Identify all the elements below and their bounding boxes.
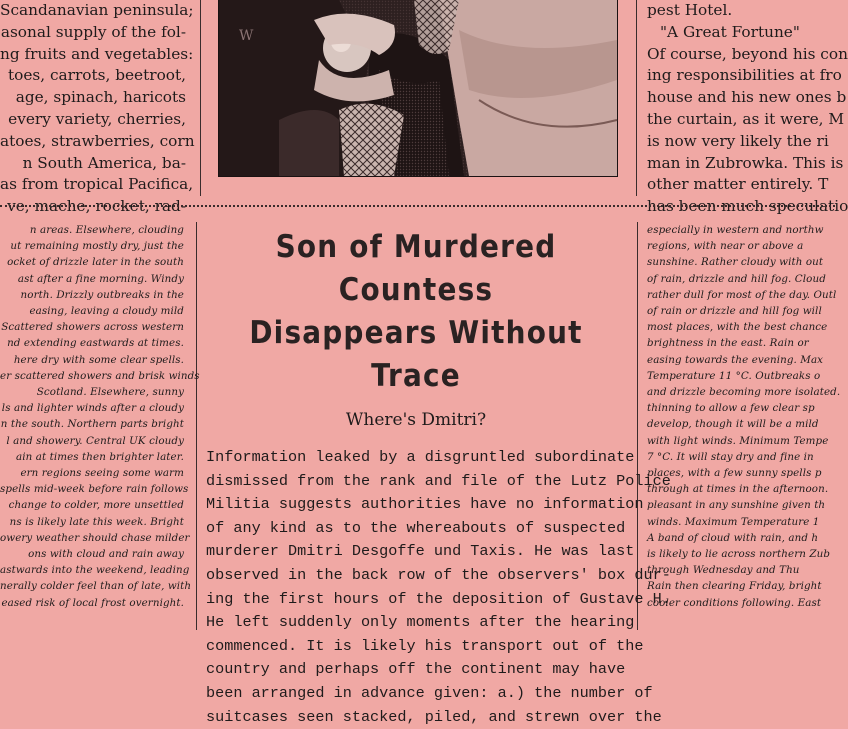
text-line: brightness in the east. Rain or (647, 337, 809, 350)
text-line: astwards into the weekend, leading (0, 564, 190, 577)
text-line: house and his new ones b (647, 88, 847, 107)
text-line: n areas. Elsewhere, clouding (29, 224, 184, 236)
text-line: easing towards the evening. Max (647, 353, 824, 366)
text-line: commenced. It is likely his transport out of the (206, 636, 644, 655)
text-line: toes, carrots, beetroot, (7, 66, 186, 85)
text-line: winds. Maximum Temperature 1 (647, 515, 820, 528)
text-line: as from tropical Pacifica, (0, 175, 194, 194)
text-line: been arranged in advance given: a.) the number of (206, 683, 653, 702)
text-line: ain at times then brighter later. (16, 450, 184, 463)
svg-text:W: W (239, 28, 254, 44)
text-line: er scattered showers and brisk winds (0, 369, 200, 382)
text-line: ons with cloud and rain away (28, 548, 184, 561)
text-line: Information leaked by a disgruntled subordinate (206, 448, 635, 466)
text-line: of any kind as to the whereabouts of suspected (206, 518, 626, 537)
weather-column-left (0, 222, 200, 630)
text-line: of rain, drizzle and hill fog. Cloud (647, 272, 826, 285)
text-line: places, with a few sunny spells p (647, 467, 822, 480)
text-line: nd extending eastwards at times. (7, 337, 184, 350)
text-line: pleasant in any sunshine given th (647, 499, 826, 512)
text-line: ing the first hours of the deposition of Gustave H. (206, 589, 671, 608)
article-body (200, 446, 671, 729)
text-line: spells mid-week before rain follows (0, 483, 189, 496)
text-line: develop, though it will be a mild (647, 418, 819, 431)
text-line: ocket of drizzle later in the south (7, 256, 184, 269)
text-line: owery weather should chase milder (0, 531, 190, 544)
text-line: n South America, ba- (22, 153, 186, 172)
text-line: especially in western and northw (647, 224, 824, 236)
text-line: most places, with the best chance (647, 321, 828, 334)
text-line: ns is likely late this week. Bright (9, 515, 184, 528)
section-divider (0, 205, 835, 207)
text-line: is now very likely the ri (647, 131, 829, 150)
text-line: Scotland. Elsewhere, sunny (36, 386, 184, 399)
text-line: Scandanavian peninsula; (0, 1, 194, 19)
headline (200, 226, 632, 398)
weather-column-right (645, 222, 841, 630)
text-line: suitcases seen stacked, piled, and strewn over the (206, 707, 662, 726)
text-line: eased risk of local frost overnight. (1, 596, 184, 609)
text-line: has been much speculatio (647, 197, 848, 216)
text-line: atoes, strawberries, corn (0, 131, 195, 150)
text-line: Scattered showers across western (1, 321, 184, 334)
text-line: He left suddenly only moments after the hearing (206, 613, 635, 632)
text-line: murderer Dmitri Desgoffe und Taxis. He was last (206, 542, 635, 561)
text-line: regions, with near or above a (647, 240, 804, 253)
text-line: n the south. Northern parts bright (0, 418, 184, 431)
text-line: asonal supply of the fol- (0, 22, 186, 41)
text-line: of rain or drizzle and hill fog will (647, 305, 822, 318)
text-line: nerally colder feel than of late, with (0, 580, 192, 593)
text-line: Militia suggests authorities have no information (206, 495, 644, 514)
text-line: Of course, beyond his con (647, 44, 848, 63)
text-line: l and showery. Central UK cloudy (6, 434, 184, 447)
text-line: ng fruits and vegetables: (0, 44, 194, 63)
column-rule (636, 0, 637, 196)
text-line: country and perhaps off the continent may have (206, 660, 626, 679)
top-left-column (0, 0, 195, 216)
text-line: ast after a fine morning. Windy (17, 272, 184, 285)
text-line: thinning to allow a few clear sp (647, 402, 815, 415)
text-line: Rain then clearing Friday, bright (647, 580, 822, 593)
subheadline: Where's Dmitri? (345, 410, 487, 430)
text-line: sunshine. Rather cloudy with out (647, 256, 824, 269)
text-line: ing responsibilities at fro (647, 66, 842, 85)
text-line: here dry with some clear spells. (13, 353, 184, 366)
text-line: Temperature 11 °C. Outbreaks o (647, 369, 821, 382)
text-line: rather dull for most of the day. Outl (647, 288, 837, 301)
article (200, 222, 671, 726)
column-rule (196, 222, 197, 630)
text-line: change to colder, more unsettled (8, 499, 184, 512)
text-line: age, spinach, haricots (15, 88, 186, 107)
text-line: other matter entirely. T (647, 175, 829, 194)
text-line: easing, leaving a cloudy mild (29, 305, 184, 318)
text-line: through Wednesday and Thu (647, 564, 800, 577)
text-line: cooler conditions following. East (647, 596, 822, 609)
text-line: north. Drizzly outbreaks in the (20, 288, 184, 301)
text-line: dismissed from the rank and file of the Lutz Police (206, 471, 671, 490)
text-line: with light winds. Minimum Tempe (647, 434, 829, 447)
headline-line-1: Son of Murdered Countess (275, 229, 557, 308)
column-rule (200, 0, 201, 196)
text-line: and drizzle becoming more isolated. (647, 386, 841, 399)
text-line: the curtain, as it were, M (647, 109, 845, 128)
text-line: A band of cloud with rain, and h (647, 531, 819, 544)
text-line: is likely to lie across northern Zub (647, 548, 831, 561)
text-line: every variety, cherries, (8, 109, 186, 128)
headline-line-2: Disappears Without Trace (249, 315, 583, 394)
text-line: man in Zubrowka. This is (647, 153, 844, 172)
text-line: ls and lighter winds after a cloudy (1, 402, 184, 415)
text-line: 7 °C. It will stay dry and fine in (647, 450, 814, 463)
text-line: ern regions seeing some warm (20, 467, 184, 480)
text-line: observed in the back row of the observers' box dur- (206, 565, 671, 584)
newspaper-photo (218, 0, 618, 177)
text-line: ut remaining mostly dry, just the (10, 240, 184, 253)
text-line: ve, mache, rocket, rad- (7, 197, 186, 216)
text-line: through at times in the afternoon. (647, 483, 829, 496)
text-line: "A Great Fortune" (660, 22, 800, 41)
top-right-column (646, 0, 848, 216)
text-line: pest Hotel. (647, 1, 733, 19)
